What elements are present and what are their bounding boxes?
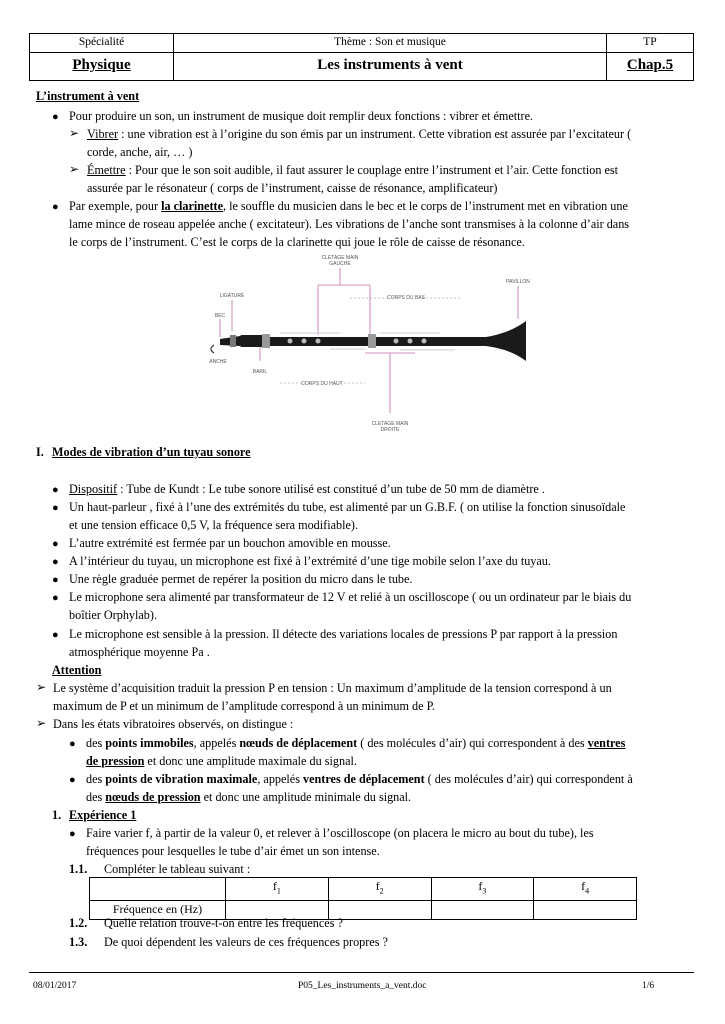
clarinet-figure xyxy=(200,253,540,439)
alimentation-line-1: Le microphone sera alimenté par transformateur de 12 V et relié à un oscilloscope ( ou un ordinateur par le biais du xyxy=(69,590,632,604)
noeuds-deplacement-line-1 xyxy=(86,735,625,753)
example-text-a: Par exemple, pour xyxy=(69,199,162,213)
label-anche: ANCHE xyxy=(209,359,227,365)
s2-e: ( des molécules d’air) qui correspondent à xyxy=(424,772,633,786)
type-label: TP xyxy=(607,34,694,53)
label-pavillon: PAVILLON xyxy=(506,279,530,285)
bullet-icon: ● xyxy=(52,556,59,568)
frequency-table xyxy=(89,877,637,920)
q3-number: 1.3. xyxy=(69,935,88,949)
s2-c: , appelés xyxy=(257,772,303,786)
s1-b: points immobiles xyxy=(105,736,194,750)
section1-heading: Modes de vibration d’un tuyau sonore xyxy=(52,445,251,459)
emettre-text: : Pour que le son soit audible, il faut assurer le couplage entre l’instrument et l’air. Cette fonction est xyxy=(125,163,619,177)
arrow-icon: ➢ xyxy=(36,716,47,730)
label-cletage-droite-1: CLETAGE MAIN xyxy=(371,421,409,427)
label-bec: BEC xyxy=(214,313,226,319)
s1-c: , appelés xyxy=(193,736,240,750)
vibrer-line-2: corde, anche, air, … ) xyxy=(87,145,193,159)
example-clarinette: la clarinette xyxy=(161,199,223,213)
experience1-line-2: fréquences pour lesquelles le tube d’air émet un son intense. xyxy=(86,844,380,858)
pression-line-1: Le microphone est sensible à la pression. Il détecte des variations locales de pressions P par rapport à la pression xyxy=(69,627,618,641)
table-corner-cell xyxy=(90,878,226,901)
label-cletage-gauche-1: CLETAGE MAIN xyxy=(321,255,359,261)
s2-f: des xyxy=(86,790,106,804)
example-line-3: le corps de l’instrument. C’est le corps de la clarinette qui joue le rôle de caisse de résonance. xyxy=(69,235,525,249)
arrow-icon: ➢ xyxy=(69,126,80,140)
table-header-f3: $f_3$ xyxy=(431,878,534,901)
noeuds-deplacement-line-2 xyxy=(86,753,357,771)
emettre-line-2: assurée par le résonateur ( corps de l’instrument, caisse de résonance, amplificateur) xyxy=(87,181,498,195)
bullet-icon: ● xyxy=(52,484,59,496)
footer-date: 08/01/2017 xyxy=(33,981,77,991)
table-row-label: Fréquence en (Hz) xyxy=(90,900,226,919)
bullet-icon: ● xyxy=(69,828,76,840)
q2-text: Quelle relation trouve-t-on entre les fréquences ? xyxy=(104,916,343,930)
arrow-icon: ➢ xyxy=(36,680,47,694)
table-header-f1: $f_1$ xyxy=(226,878,329,901)
hautparleur-line-2: et une tension efficace 0,5 V, la fréquence sera modifiable). xyxy=(69,518,358,532)
s2-a: des xyxy=(86,772,106,786)
page-title: Les instruments à vent xyxy=(174,52,607,80)
table-cell-f4[interactable] xyxy=(534,900,637,919)
bullet-icon: ● xyxy=(69,738,76,750)
table-cell-f3[interactable] xyxy=(431,900,534,919)
label-corps-bas: CORPS DU BAS xyxy=(387,295,425,301)
intro-p1: Pour produire un son, un instrument de musique doit remplir deux fonctions : vibrer et émettre. xyxy=(69,109,534,123)
vibrer-text: : une vibration est à l’origine du son émis par un instrument. Cette vibration est assurée par l’excitateur ( xyxy=(118,127,632,141)
bullet-icon: ● xyxy=(52,592,59,604)
microphone-line: A l’intérieur du tuyau, un microphone est fixé à l’extrémité d’une tige mobile selon l’axe du tuyau. xyxy=(69,554,551,568)
label-corps-haut: CORPS DU HAUT xyxy=(301,381,343,387)
regle-line: Une règle graduée permet de repérer la position du micro dans le tube. xyxy=(69,572,413,586)
specialite-label: Spécialité xyxy=(30,34,174,53)
experience1-heading: Expérience 1 xyxy=(69,808,137,822)
label-cletage-droite-2: DROITE xyxy=(380,427,400,433)
hautparleur-line-1: Un haut-parleur , fixé à l’une des extrémités du tube, est alimenté par un G.B.F. ( on utilise la fonction sinusoïdale xyxy=(69,500,626,514)
label-ligature: LIGATURE xyxy=(219,293,245,299)
s1-f: ventres xyxy=(587,736,626,750)
q2-number: 1.2. xyxy=(69,916,88,930)
ventres-deplacement-line-1 xyxy=(86,771,633,789)
q3-text: De quoi dépendent les valeurs de ces fréquences propres ? xyxy=(104,935,388,949)
footer-page: 1/6 xyxy=(642,981,655,991)
s2-g: nœuds de pression xyxy=(105,790,201,804)
bullet-icon: ● xyxy=(52,574,59,586)
acquisition-line-1: Le système d’acquisition traduit la pression P en tension : Un maximum d’amplitude de la tension correspond à un xyxy=(53,681,612,695)
header-table xyxy=(29,33,694,81)
alimentation-line-2: boîtier Orphylab). xyxy=(69,608,157,622)
intro-heading: L’instrument à vent xyxy=(36,89,140,103)
bullet-icon: ● xyxy=(52,538,59,550)
dispositif-term: Dispositif xyxy=(69,482,118,496)
s1-a: des xyxy=(86,736,106,750)
chapter-label: Chap.5 xyxy=(607,52,694,80)
emettre-line xyxy=(87,162,618,180)
q1-number: 1.1. xyxy=(69,862,88,876)
label-cletage-gauche-2: GAUCHE xyxy=(329,261,351,267)
bullet-icon: ● xyxy=(52,629,59,641)
vibrer-term: Vibrer xyxy=(87,127,119,141)
theme-label: Thème : Son et musique xyxy=(174,34,607,53)
example-line-1 xyxy=(69,198,628,216)
table-header-f2: $f_2$ xyxy=(328,878,431,901)
table-cell-f2[interactable] xyxy=(328,900,431,919)
s1-e: ( des molécules d’air) qui correspondent à des xyxy=(357,736,588,750)
bullet-icon: ● xyxy=(52,502,59,514)
vibrer-line xyxy=(87,126,631,144)
attention-heading: Attention xyxy=(52,663,102,677)
footer-divider xyxy=(29,972,694,973)
subject: Physique xyxy=(30,52,174,80)
table-header-f4: $f_4$ xyxy=(534,878,637,901)
bullet-icon: ● xyxy=(52,201,59,213)
acquisition-line-2: maximum de P et un minimum de l’amplitude correspond à un minimum de P. xyxy=(53,699,436,713)
s1-h: et donc une amplitude maximale du signal. xyxy=(144,754,357,768)
footer-filename: P05_Les_instruments_a_vent.doc xyxy=(298,981,427,991)
s2-b: points de vibration maximale xyxy=(105,772,258,786)
bullet-icon: ● xyxy=(69,774,76,786)
section1-number: I. xyxy=(36,445,44,459)
ventres-deplacement-line-2 xyxy=(86,789,411,807)
bouchon-line: L’autre extrémité est fermée par un bouchon amovible en mousse. xyxy=(69,536,391,550)
bullet-icon: ● xyxy=(52,111,59,123)
pression-line-2: atmosphérique moyenne Pa . xyxy=(69,645,210,659)
s1-d: nœuds de déplacement xyxy=(239,736,358,750)
experience1-number: 1. xyxy=(52,808,62,822)
experience1-line-1: Faire varier f, à partir de la valeur 0, et relever à l’oscilloscope (on placera le micro au bout du tube), les xyxy=(86,826,594,840)
arrow-icon: ➢ xyxy=(69,162,80,176)
dispositif-text: : Tube de Kundt : Le tube sonore utilisé est constitué d’un tube de 50 mm de diamètre . xyxy=(117,482,545,496)
s2-d: ventres de déplacement xyxy=(303,772,425,786)
etats-line: Dans les états vibratoires observés, on distingue : xyxy=(53,717,294,731)
s1-g: de pression xyxy=(86,754,145,768)
example-text-c: , le souffle du musicien dans le bec et le corps de l’instrument met en vibration une xyxy=(223,199,628,213)
label-baril: BARIL xyxy=(252,369,268,375)
emettre-term: Émettre xyxy=(87,163,126,177)
s2-h: et donc une amplitude minimale du signal. xyxy=(200,790,412,804)
q1-text: Compléter le tableau suivant : xyxy=(104,862,251,876)
example-line-2: lame mince de roseau appelée anche ( excitateur). Les vibrations de l’anche sont transmises à la colonne d’air dans xyxy=(69,217,630,231)
dispositif-line xyxy=(69,481,545,499)
